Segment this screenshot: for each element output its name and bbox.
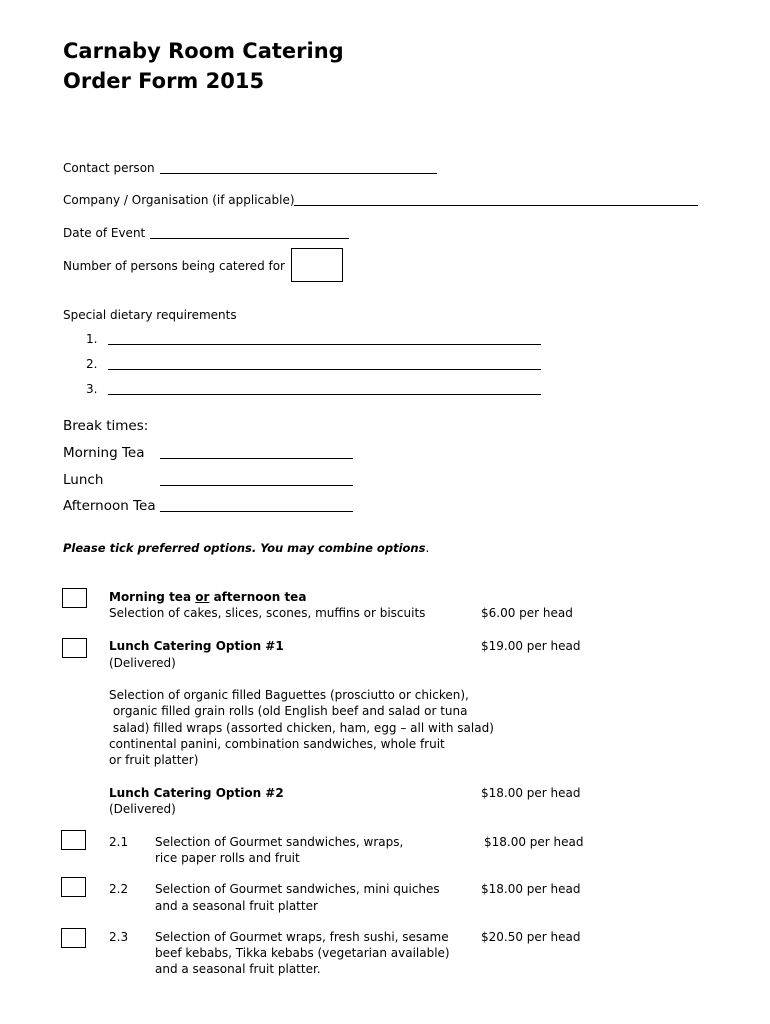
title-part: afternoon tea [209,590,307,604]
dietary-field-2[interactable] [108,369,541,370]
title-underlined: or [195,590,210,604]
lunch-time-field[interactable] [160,485,353,486]
lunch-option-2-1-checkbox[interactable] [61,830,86,850]
sub-option-desc: and a seasonal fruit platter. [155,962,321,976]
sub-option-price: $20.50 per head [481,930,581,944]
date-of-event-label: Date of Event [63,226,146,240]
title-part: Morning tea [109,590,196,604]
lunch-option-2-sub: (Delivered) [109,802,176,816]
dietary-item-number: 2. [86,357,98,371]
sub-option-number: 2.2 [109,882,129,896]
contact-person-field[interactable] [160,173,437,174]
morning-tea-price: $6.00 per head [481,606,573,620]
afternoon-tea-label: Afternoon Tea [63,498,156,514]
dietary-item-number: 1. [86,332,98,346]
contact-person-label: Contact person [63,161,155,175]
form-title-line2: Order Form 2015 [63,69,265,93]
lunch-option-2-price: $18.00 per head [481,786,581,800]
sub-option-number: 2.3 [109,930,129,944]
lunch-label: Lunch [63,472,104,488]
lunch-option-1-sub: (Delivered) [109,656,176,670]
lunch-option-1-desc: salad) filled wraps (assorted chicken, ham, egg – all with salad) [109,721,494,735]
instruction-text [63,540,429,556]
afternoon-tea-time-field[interactable] [160,511,353,512]
lunch-option-2-title: Lunch Catering Option #2 [109,786,284,800]
lunch-option-1-desc: continental panini, combination sandwiches, whole fruit [109,737,445,751]
sub-option-price: $18.00 per head [481,882,581,896]
lunch-option-1-desc: organic filled grain rolls (old English beef and salad or tuna [109,704,468,718]
persons-label: Number of persons being catered for [63,259,285,273]
lunch-option-1-checkbox[interactable] [62,638,87,658]
form-title-line1: Carnaby Room Catering [63,39,344,63]
lunch-option-1-desc: Selection of organic filled Baguettes (prosciutto or chicken), [109,688,469,702]
sub-option-desc: rice paper rolls and fruit [155,851,300,865]
lunch-option-1-title: Lunch Catering Option #1 [109,639,284,653]
dietary-field-3[interactable] [108,394,541,395]
lunch-option-2-3-checkbox[interactable] [61,928,86,948]
company-label: Company / Organisation (if applicable) [63,193,295,207]
morning-tea-option-desc: Selection of cakes, slices, scones, muffins or biscuits [109,606,426,620]
morning-tea-option-title [109,589,306,605]
sub-option-desc: beef kebabs, Tikka kebabs (vegetarian available) [155,946,450,960]
break-times-heading: Break times: [63,418,149,434]
sub-option-desc: Selection of Gourmet sandwiches, mini quiches [155,882,440,896]
sub-option-number: 2.1 [109,835,129,849]
morning-tea-label: Morning Tea [63,445,145,461]
persons-count-box[interactable] [291,248,343,282]
sub-option-desc: and a seasonal fruit platter [155,899,318,913]
sub-option-desc: Selection of Gourmet wraps, fresh sushi, sesame [155,930,449,944]
sub-option-price: $18.00 per head [484,835,584,849]
instruction-end: . [425,541,430,555]
morning-tea-checkbox[interactable] [62,588,87,608]
dietary-item-number: 3. [86,382,98,396]
dietary-field-1[interactable] [108,344,541,345]
lunch-option-2-2-checkbox[interactable] [61,877,86,897]
sub-option-desc: Selection of Gourmet sandwiches, wraps, [155,835,404,849]
instruction-main: Please tick preferred options. You may combine options [63,541,426,555]
morning-tea-time-field[interactable] [160,458,353,459]
lunch-option-1-price: $19.00 per head [481,639,581,653]
date-of-event-field[interactable] [150,238,349,239]
lunch-option-1-desc: or fruit platter) [109,753,199,767]
company-field[interactable] [294,205,698,206]
dietary-label: Special dietary requirements [63,308,237,322]
